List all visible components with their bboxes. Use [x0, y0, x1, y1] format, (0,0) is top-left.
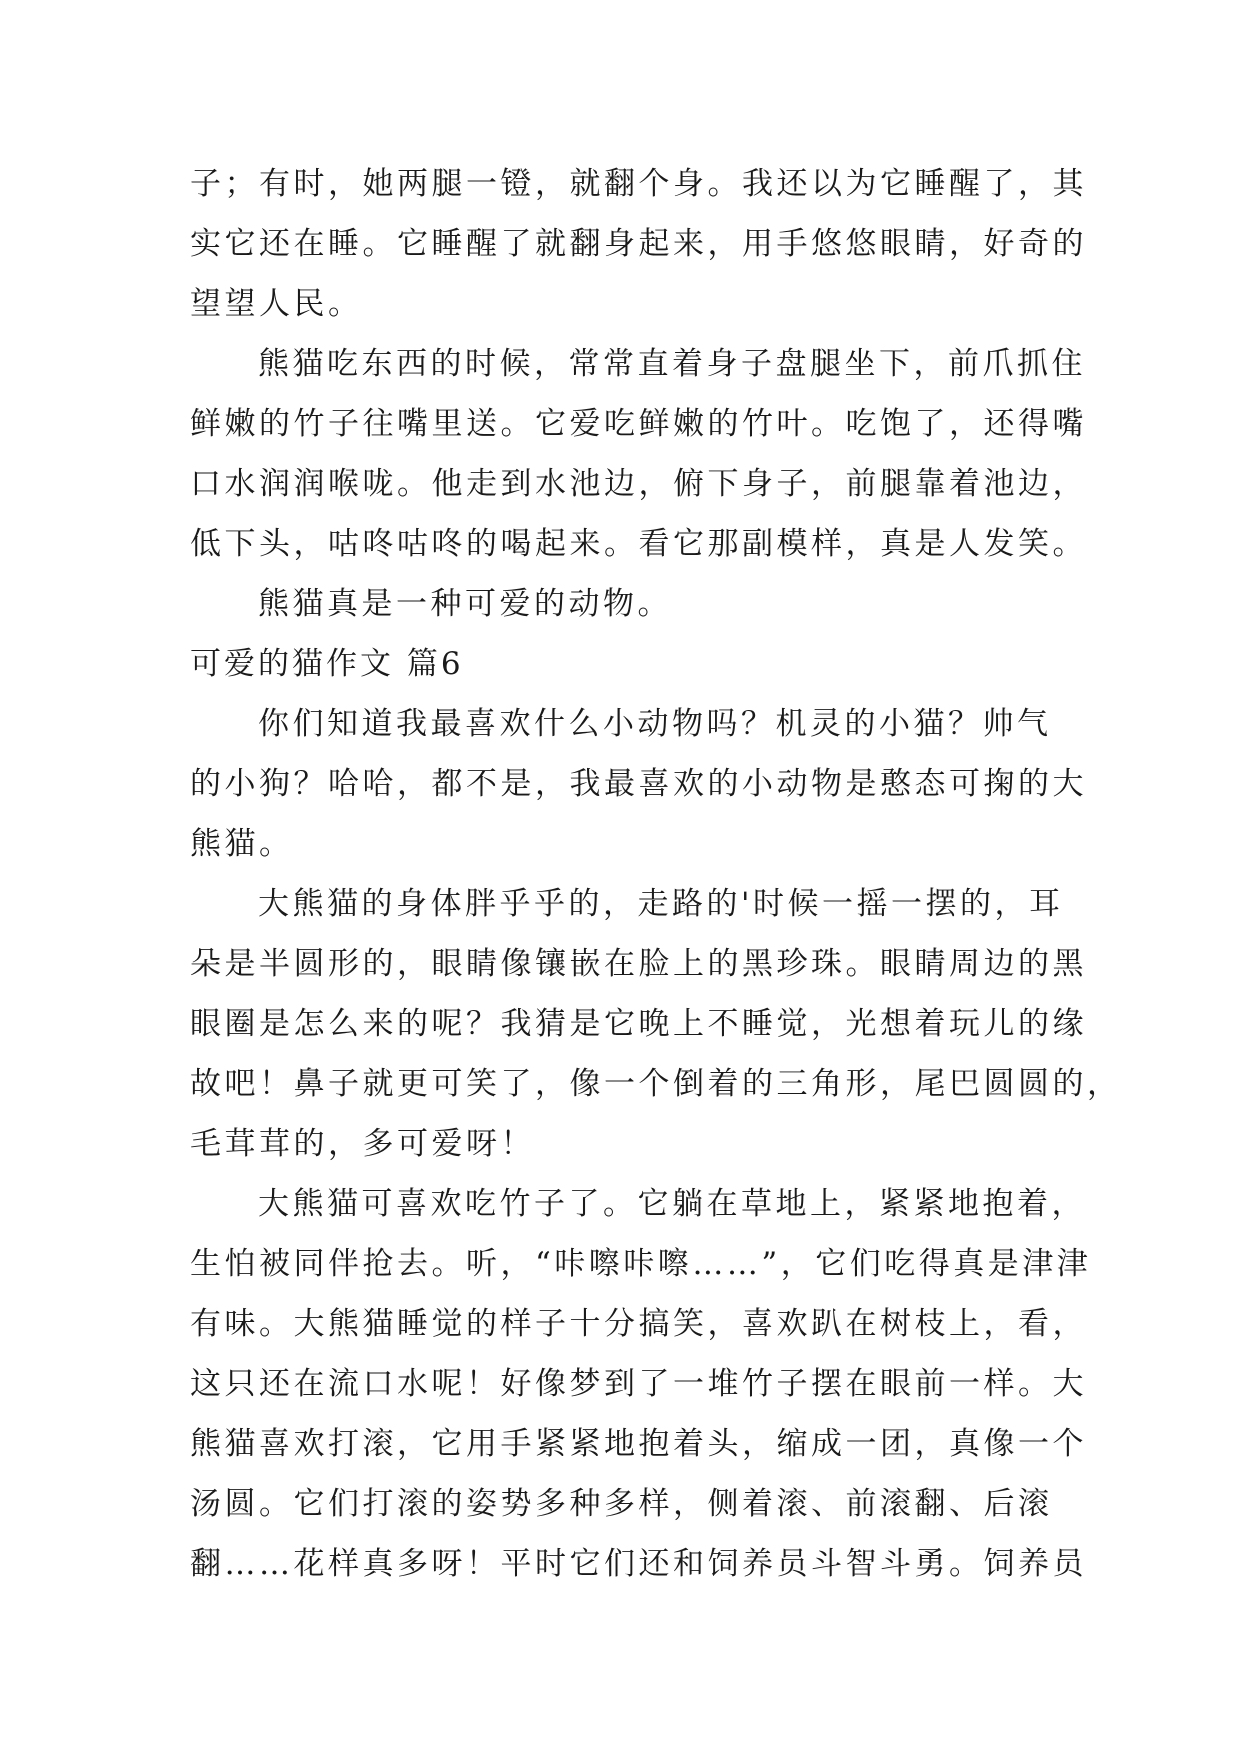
- paragraph-first-line: 你们知道我最喜欢什么小动物吗？机灵的小猫？帅气: [258, 706, 1052, 742]
- text-line: 鲜嫩的竹子往嘴里送。它爱吃鲜嫩的竹叶。吃饱了，还得嘴: [190, 406, 1087, 442]
- text-line: 故吧！鼻子就更可笑了，像一个倒着的三角形，尾巴圆圆的，: [190, 1066, 1122, 1102]
- text-line: 的小狗？哈哈，都不是，我最喜欢的小动物是憨态可掬的大: [190, 766, 1087, 802]
- text-line: 熊猫喜欢打滚，它用手紧紧地抱着头，缩成一团，真像一个: [190, 1426, 1087, 1462]
- text-line: 朵是半圆形的，眼睛像镶嵌在脸上的黑珍珠。眼睛周边的黑: [190, 946, 1087, 982]
- text-line: 这只还在流口水呢！好像梦到了一堆竹子摆在眼前一样。大: [190, 1366, 1087, 1402]
- text-line: 口水润润喉咙。他走到水池边，俯下身子，前腿靠着池边，: [190, 466, 1087, 502]
- text-line: 眼圈是怎么来的呢？我猜是它晚上不睡觉，光想着玩儿的缘: [190, 1006, 1087, 1042]
- text-line: 生怕被同伴抢去。听，“咔嚓咔嚓……”，它们吃得真是津津: [190, 1246, 1092, 1282]
- paragraph-first-line: 熊猫吃东西的时候，常常直着身子盘腿坐下，前爪抓住: [258, 346, 1086, 382]
- text-line: 毛茸茸的，多可爱呀！: [190, 1126, 535, 1162]
- document-body: [190, 154, 1122, 1594]
- text-line: 汤圆。它们打滚的姿势多种多样，侧着滚、前滚翻、后滚: [190, 1486, 1053, 1522]
- text-line: 翻……花样真多呀！平时它们还和饲养员斗智斗勇。饲养员: [190, 1546, 1087, 1582]
- text-line: 子；有时，她两腿一镫，就翻个身。我还以为它睡醒了，其: [190, 166, 1087, 202]
- section-heading: 可爱的猫作文 篇6: [190, 646, 464, 682]
- text-line: 低下头，咕咚咕咚的喝起来。看它那副模样，真是人发笑。: [190, 526, 1087, 562]
- text-line: 实它还在睡。它睡醒了就翻身起来，用手悠悠眼睛，好奇的: [190, 226, 1087, 262]
- paragraph-first-line: 熊猫真是一种可爱的动物。: [258, 586, 672, 622]
- text-line: 熊猫。: [190, 826, 294, 862]
- paragraph-first-line: 大熊猫的身体胖乎乎的，走路的'时候一摇一摆的，耳: [258, 886, 1064, 922]
- text-line: 有味。大熊猫睡觉的样子十分搞笑，喜欢趴在树枝上，看，: [190, 1306, 1087, 1342]
- paragraph-first-line: 大熊猫可喜欢吃竹子了。它躺在草地上，紧紧地抱着，: [258, 1186, 1086, 1222]
- text-line: 望望人民。: [190, 286, 363, 322]
